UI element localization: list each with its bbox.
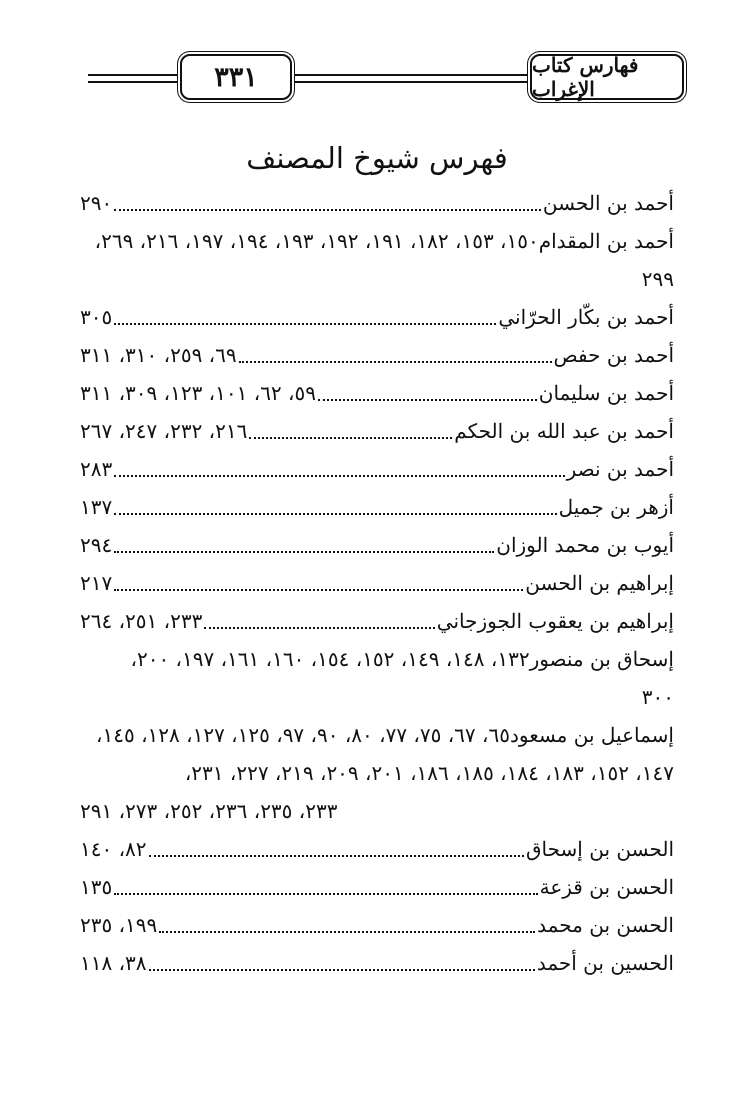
entry-pages: ٢٨٣ [80,457,113,481]
dot-leader [114,550,494,553]
index-entry [80,412,674,450]
index-entry [80,830,674,868]
entry-pages: ٨٢، ١٤٠ [80,837,147,861]
page-number-box [180,54,292,100]
entry-pages: ١٣٥ [80,875,113,899]
entry-name: الحسن بن قزعة [539,875,674,899]
entry-pages-continuation: ١٤٧، ١٥٢، ١٨٣، ١٨٤، ١٨٥، ١٨٦، ٢٠١، ٢٠٩، ٢١٩، ٢٢٧، ٢٣١، [184,761,674,785]
running-title: فهارس كتاب الإغراب [532,53,639,101]
index-entry [80,298,674,336]
dot-leader [114,512,556,515]
dot-leader [114,322,496,325]
entry-name: الحسن بن إسحاق [526,837,674,861]
entry-name: إبراهيم بن الحسن [525,571,674,595]
entry-pages: ٢٩٤ [80,533,113,557]
entry-pages-continuation: ٢٩٩ [641,267,674,291]
dot-leader [239,360,552,363]
index-entry [80,640,674,716]
entry-name: الحسن بن محمد [537,913,674,937]
dot-leader [204,626,434,629]
entry-name: أحمد بن بكّار الحرّاني [498,305,674,329]
entry-pages: ٢١٦، ٢٣٢، ٢٤٧، ٢٦٧ [80,419,248,443]
entry-pages-continuation: ٢٣٣، ٢٣٥، ٢٣٦، ٢٥٢، ٢٧٣، ٢٩١ [80,799,338,823]
entry-pages: ٢٣٣، ٢٥١، ٢٦٤ [80,609,203,633]
index-entry [80,944,674,982]
entry-name: أحمد بن سليمان [538,381,674,405]
index-entry [80,374,674,412]
entry-pages: ١٣٧ [80,495,113,519]
entry-pages: ٢١٧ [80,571,113,595]
page-number: ٣٣١ [214,61,258,93]
index-entry [80,450,674,488]
entry-name: أحمد بن الحسن [542,191,674,215]
dot-leader [249,436,452,439]
entry-pages: ١٥٠، ١٥٣، ١٨٢، ١٩١، ١٩٢، ١٩٣، ١٩٤، ١٩٧، ٢١٦، ٢٦٩، [94,229,539,253]
entry-pages-continuation: ٣٠٠ [641,685,674,709]
dot-leader [149,968,535,971]
entry-name: أحمد بن عبد الله بن الحكم [454,419,674,443]
entry-pages: ٥٩، ٦٢، ١٠١، ١٢٣، ٣٠٩، ٣١١ [80,381,316,405]
entry-name: إبراهيم بن يعقوب الجوزجاني [436,609,674,633]
dot-leader [149,854,525,857]
dot-leader [159,930,535,933]
index-title: فهرس شيوخ المصنف [246,141,508,175]
dot-leader [114,208,541,211]
entry-pages: ٦٩، ٢٥٩، ٣١٠، ٣١١ [80,343,237,367]
entry-name: أحمد بن المقدام [538,229,674,253]
entry-pages: ١٣٢، ١٤٨، ١٤٩، ١٥٢، ١٥٤، ١٦٠، ١٦١، ١٩٧، ٢٠٠، [130,647,530,671]
dot-leader [114,474,564,477]
index-entry [80,488,674,526]
index-entry [80,868,674,906]
entry-name: إسماعيل بن مسعود [509,723,674,747]
dot-leader [114,588,523,591]
entry-pages: ٢٩٠ [80,191,113,215]
entry-pages: ٣٠٥ [80,305,113,329]
index-entry [80,602,674,640]
entry-name: أيوب بن محمد الوزان [496,533,674,557]
entry-pages: ٦٥، ٦٧، ٧٥، ٧٧، ٨٠، ٩٠، ٩٧، ١٢٥، ١٢٧، ١٢٨، ١٤٥، [96,723,510,747]
entry-name: أحمد بن حفص [553,343,674,367]
index-entry [80,184,674,222]
dot-leader [318,398,537,401]
entry-pages: ٣٨، ١١٨ [80,951,147,975]
index-entry [80,336,674,374]
index-entry [80,526,674,564]
entry-name: إسحاق بن منصور [529,647,674,671]
index-entry [80,716,674,830]
entry-pages: ١٩٩، ٢٣٥ [80,913,158,937]
index-entry [80,564,674,602]
index-entry [80,222,674,298]
running-title-box [530,54,684,100]
entry-name: أحمد بن نصر [566,457,674,481]
index-entry [80,906,674,944]
dot-leader [114,892,537,895]
entry-name: الحسين بن أحمد [536,951,674,975]
page-header [88,52,686,104]
teachers-index-list [80,184,674,982]
entry-name: أزهر بن جميل [558,495,674,519]
